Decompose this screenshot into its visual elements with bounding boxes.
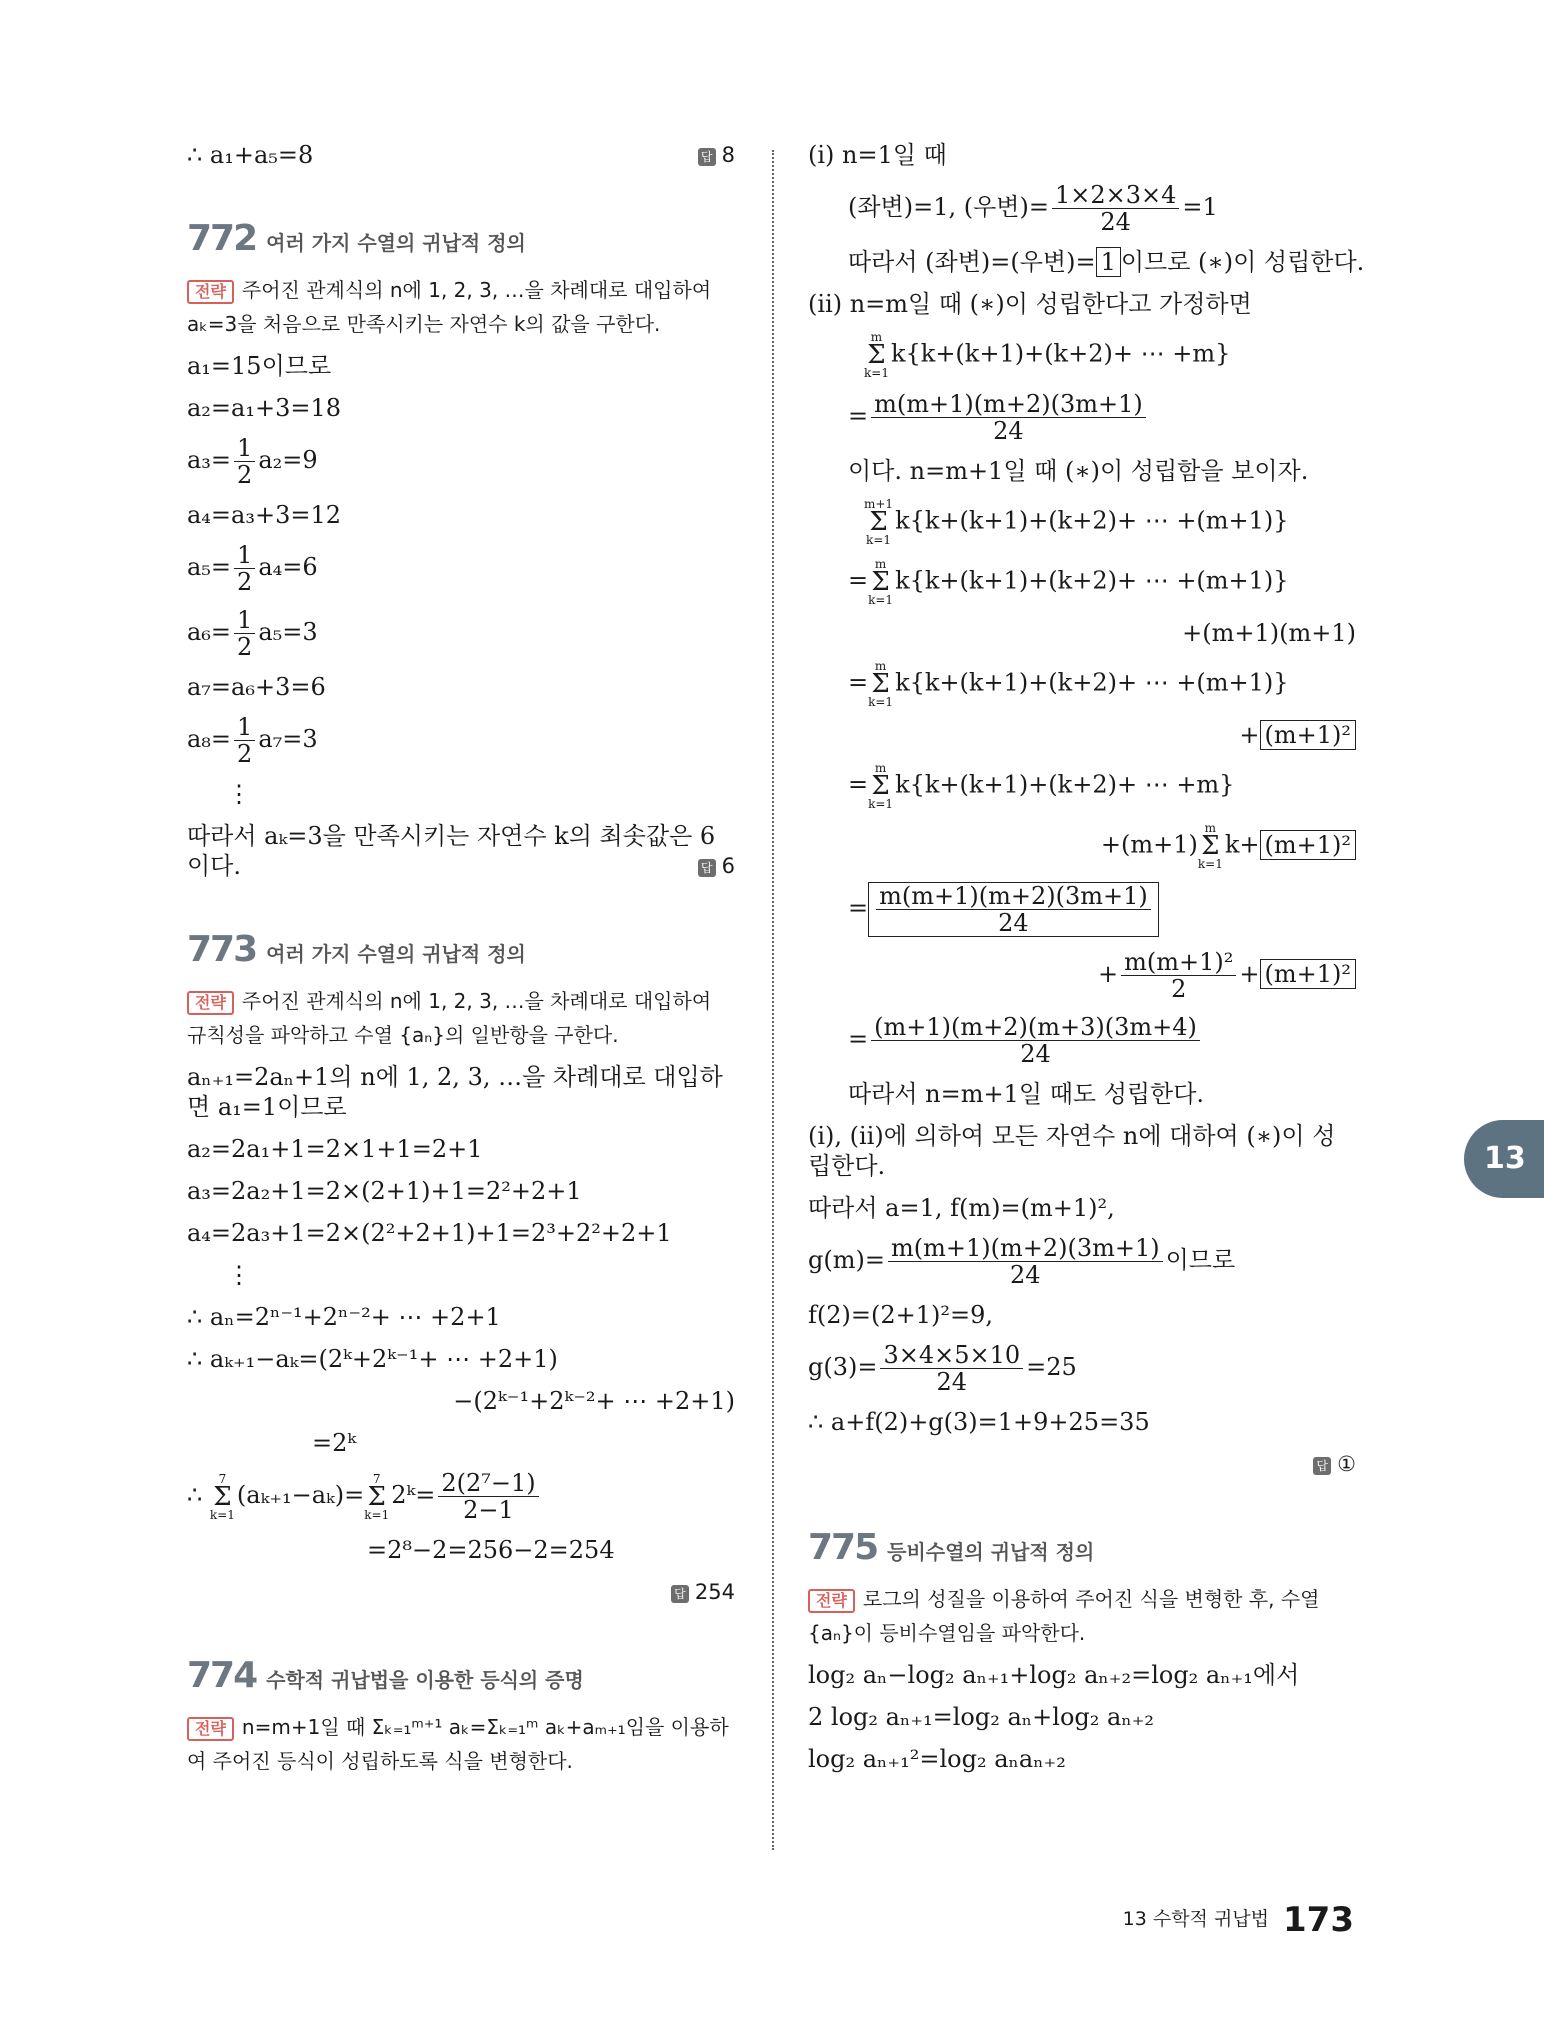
fraction (234, 542, 255, 595)
solution-line (808, 882, 1356, 937)
sigma-top: m (874, 761, 887, 775)
sigma-bottom: k=1 (1197, 857, 1223, 871)
sigma-symbol: Σ (871, 771, 890, 801)
solution-line: a₇=a₆+3=6 (187, 673, 326, 701)
boxed-value: (m+1)² (1260, 720, 1356, 750)
numerator: m(m+1)² (1121, 949, 1236, 976)
strategy-tag: 전략 (187, 280, 234, 304)
result-line (187, 140, 735, 170)
solution-line: ∴ a+f(2)+g(3)=1+9+25=35 (808, 1408, 1150, 1436)
answer-icon: 답 (698, 859, 716, 877)
sigma-bottom: k=1 (868, 593, 894, 607)
denominator: 2 (237, 633, 253, 661)
solution-line: a₂=2a₁+1=2×1+1=2+1 (187, 1135, 483, 1163)
sigma-top: 7 (218, 1471, 227, 1486)
numerator: 1 (234, 542, 255, 569)
sigma-symbol: Σ (871, 669, 890, 699)
problem-number: 772 (187, 218, 257, 259)
plus: + (1239, 721, 1260, 749)
fraction (234, 607, 255, 660)
solution-line: −(2ᵏ⁻¹+2ᵏ⁻²+ ⋯ +2+1) (453, 1387, 735, 1415)
solution-line: log₂ aₙ−log₂ aₙ₊₁+log₂ aₙ₊₂=log₂ aₙ₊₁에서 (808, 1661, 1300, 1689)
answer-row (808, 1449, 1356, 1479)
text: +(m+1) (1100, 830, 1198, 859)
strategy-775 (808, 1582, 1356, 1650)
rhs: a₄=6 (258, 553, 318, 581)
strategy-tag: 전략 (187, 991, 234, 1015)
plus: + (1098, 960, 1119, 988)
strategy-773 (187, 984, 735, 1052)
sigma-symbol: Σ (367, 1481, 386, 1512)
denominator: 2 (237, 740, 253, 768)
denominator: 24 (936, 1368, 968, 1396)
answer-value: 6 (721, 854, 735, 878)
denominator: 24 (1100, 208, 1131, 236)
text: (좌변)=1, (우변)= (848, 193, 1049, 221)
page-footer (1123, 1900, 1354, 1940)
sigma-top: m (1204, 821, 1217, 835)
solution-line: aₙ₊₁=2aₙ+1의 n에 1, 2, 3, …을 차례대로 대입하면 a₁=1이므로 (187, 1063, 723, 1121)
sigma (868, 660, 893, 708)
solution-line (808, 1235, 1356, 1288)
equals: = (848, 668, 869, 697)
vertical-dots: ⋮ (227, 780, 251, 808)
answer-mark (1313, 1449, 1356, 1479)
sigma-symbol: Σ (869, 507, 888, 537)
denominator: 24 (998, 909, 1029, 937)
page-number: 173 (1283, 1900, 1354, 1940)
numerator: m(m+1)(m+2)(3m+1) (876, 883, 1151, 910)
solution-line: 따라서 n=m+1일 때도 성립한다. (848, 1080, 1205, 1108)
numerator: 1 (234, 714, 255, 741)
rhs: a₇=3 (258, 725, 318, 753)
sum-term: (aₖ₊₁−aₖ)= (236, 1481, 365, 1509)
solution-line (808, 1014, 1356, 1067)
fraction (871, 391, 1146, 444)
sigma (210, 1473, 235, 1521)
conclusion (187, 821, 735, 881)
equals: = (848, 894, 869, 922)
sigma (868, 558, 893, 606)
solution-line: 이다. n=m+1일 때 (∗)이 성립함을 보이자. (848, 457, 1309, 485)
problem-number: 775 (808, 1527, 878, 1568)
solution-line (808, 182, 1356, 235)
conclusion-text: 따라서 aₖ=3을 만족시키는 자연수 k의 최솟값은 6이다. (187, 822, 716, 880)
result-text: ∴ a₁+a₅=8 (187, 141, 314, 169)
problem-title: 수학적 귀납법을 이용한 등식의 증명 (266, 1668, 584, 1692)
solution-line (808, 1342, 1356, 1395)
chapter-side-tab: 13 (1464, 1120, 1544, 1198)
fraction (234, 714, 255, 767)
strategy-774 (187, 1710, 735, 1778)
denominator: 24 (1010, 1261, 1041, 1289)
solution-line: ∴ aₖ₊₁−aₖ=(2ᵏ+2ᵏ⁻¹+ ⋯ +2+1) (187, 1345, 558, 1373)
strategy-text: 주어진 관계식의 n에 1, 2, 3, …을 차례대로 대입하여 규칙성을 파악하고 수열 {aₙ}의 일반항을 구한다. (187, 989, 712, 1047)
strategy-tag: 전략 (808, 1589, 855, 1613)
numerator: 1 (234, 607, 255, 634)
solution-line (808, 949, 1356, 1002)
denominator: 2 (1171, 975, 1187, 1003)
sigma-symbol: Σ (1201, 831, 1220, 861)
lhs: a₃= (187, 446, 232, 474)
rhs: a₂=9 (258, 446, 318, 474)
fraction (880, 1342, 1023, 1395)
sigma (1198, 822, 1223, 870)
solution-line: a₄=a₃+3=12 (187, 501, 341, 529)
right-column (808, 140, 1365, 1786)
solution-line (808, 391, 1356, 444)
text: 이므로 (∗)이 성립한다. (1120, 248, 1365, 276)
solution-line: log₂ aₙ₊₁²=log₂ aₙaₙ₊₂ (808, 1745, 1066, 1773)
text: g(m)= (808, 1246, 885, 1274)
solution-line: a₂=a₁+3=18 (187, 394, 341, 422)
sigma-symbol: Σ (871, 567, 890, 597)
strategy-text: n=m+1일 때 Σₖ₌₁ᵐ⁺¹ aₖ=Σₖ₌₁ᵐ aₖ+aₘ₊₁임을 이용하여 주어진 등식이 성립하도록 식을 변형한다. (187, 1715, 729, 1773)
sigma-top: m (874, 557, 887, 571)
sigma-top: m (870, 330, 883, 344)
sigma-top: 7 (372, 1471, 381, 1486)
equals: = (848, 402, 869, 430)
sum-line (808, 660, 1356, 708)
plus: + (1239, 960, 1260, 988)
sigma-top: m+1 (864, 497, 894, 511)
solution-line: f(2)=(2+1)²=9, (808, 1301, 993, 1329)
boxed-value: (m+1)² (1260, 959, 1356, 989)
column-divider (772, 150, 774, 1850)
sum-line (808, 498, 1356, 546)
text: =25 (1026, 1353, 1077, 1381)
solution-line (187, 607, 735, 660)
solution-line: =2ᵏ (312, 1429, 357, 1457)
answer-mark (698, 140, 735, 170)
solution-line (187, 435, 735, 488)
sigma-bottom: k=1 (868, 797, 894, 811)
solution-line: =2⁸−2=256−2=254 (367, 1536, 615, 1564)
text: g(3)= (808, 1353, 878, 1381)
text: =1 (1182, 193, 1218, 221)
fraction (1121, 949, 1236, 1002)
case-heading: (ⅱ) n=m일 때 (∗)이 성립한다고 가정하면 (808, 290, 1252, 318)
sum-line (808, 762, 1356, 810)
solution-line (187, 542, 735, 595)
answer-icon: 답 (671, 1585, 689, 1603)
left-column (187, 140, 735, 1788)
answer-mark (698, 851, 735, 881)
numerator: 1×2×3×4 (1052, 182, 1179, 209)
sum-term: k{k+(k+1)+(k+2)+ ⋯ +(m+1)} (895, 668, 1289, 697)
sum-term: k{k+(k+1)+(k+2)+ ⋯ +m} (895, 770, 1235, 799)
solution-line: a₃=2a₂+1=2×(2+1)+1=2²+2+1 (187, 1177, 582, 1205)
boxed-fraction (868, 882, 1159, 937)
solution-line: ∴ aₙ=2ⁿ⁻¹+2ⁿ⁻²+ ⋯ +2+1 (187, 1303, 501, 1331)
strategy-text: 로그의 성질을 이용하여 주어진 식을 변형한 후, 수열 {aₙ}이 등비수열임을 파악한다. (808, 1587, 1320, 1645)
denominator: 2 (237, 568, 253, 596)
problem-772-header (187, 218, 735, 259)
lhs: a₈= (187, 725, 232, 753)
problem-number: 773 (187, 929, 257, 970)
sum-term: 2ᵏ= (391, 1481, 436, 1509)
solution-line: a₄=2a₃+1=2×(2²+2+1)+1=2³+2²+2+1 (187, 1219, 672, 1247)
rhs: a₅=3 (258, 618, 318, 646)
case-heading: (ⅰ) n=1일 때 (808, 141, 947, 169)
sigma (364, 1473, 389, 1521)
sum-term: k{k+(k+1)+(k+2)+ ⋯ +m} (890, 339, 1231, 368)
problem-title: 등비수열의 귀납적 정의 (887, 1540, 1095, 1564)
text: k+ (1224, 830, 1260, 859)
numerator: 1 (234, 435, 255, 462)
solution-line: (ⅰ), (ⅱ)에 의하여 모든 자연수 n에 대하여 (∗)이 성립한다. (808, 1122, 1336, 1180)
boxed-value: 1 (1096, 247, 1121, 277)
sigma (868, 762, 893, 810)
answer-value: 8 (721, 143, 735, 167)
solution-line: 따라서 a=1, f(m)=(m+1)², (808, 1194, 1115, 1222)
therefore: ∴ (187, 1481, 203, 1509)
sum-line (808, 331, 1356, 379)
sum-term: k{k+(k+1)+(k+2)+ ⋯ +(m+1)} (895, 506, 1289, 535)
answer-icon: 답 (698, 148, 716, 166)
strategy-772 (187, 273, 735, 341)
sum-line (187, 1470, 735, 1523)
sigma-bottom: k=1 (868, 695, 894, 709)
fraction (876, 883, 1151, 936)
numerator: 3×4×5×10 (880, 1342, 1023, 1369)
solution-line: 2 log₂ aₙ₊₁=log₂ aₙ+log₂ aₙ₊₂ (808, 1703, 1154, 1731)
text: 이므로 (1165, 1246, 1236, 1274)
equals: = (848, 770, 869, 799)
sigma-bottom: k=1 (866, 533, 892, 547)
problem-774-header (187, 1655, 735, 1696)
numerator: 2(2⁷−1) (438, 1470, 538, 1497)
denominator: 2−1 (463, 1496, 514, 1524)
equals: = (848, 566, 869, 595)
answer-value: ① (1337, 1452, 1356, 1476)
solution-line (808, 720, 1356, 750)
sigma-bottom: k=1 (364, 1507, 390, 1522)
numerator: m(m+1)(m+2)(3m+1) (871, 391, 1146, 418)
sum-line (808, 558, 1356, 606)
problem-title: 여러 가지 수열의 귀납적 정의 (266, 942, 526, 966)
strategy-tag: 전략 (187, 1717, 234, 1741)
solution-line: +(m+1)(m+1) (1182, 619, 1356, 647)
chapter-title: 13 수학적 귀납법 (1122, 1908, 1270, 1930)
answer-mark (671, 1577, 735, 1607)
fraction (234, 435, 255, 488)
equals: = (848, 1025, 869, 1053)
problem-title: 여러 가지 수열의 귀납적 정의 (266, 231, 526, 255)
lhs: a₅= (187, 553, 232, 581)
sum-term: k{k+(k+1)+(k+2)+ ⋯ +(m+1)} (895, 566, 1289, 595)
fraction (871, 1014, 1200, 1067)
denominator: 24 (993, 417, 1024, 445)
answer-icon: 답 (1313, 1457, 1331, 1475)
sigma-bottom: k=1 (864, 366, 889, 380)
fraction (1052, 182, 1179, 235)
sigma-symbol: Σ (867, 340, 886, 370)
text: 따라서 (좌변)=(우변)= (848, 248, 1096, 276)
fraction (438, 1470, 538, 1523)
sigma (864, 331, 889, 379)
denominator: 2 (237, 461, 253, 489)
solution-line: a₁=15이므로 (187, 352, 332, 380)
fraction (888, 1235, 1163, 1288)
denominator: 24 (1020, 1040, 1051, 1068)
numerator: m(m+1)(m+2)(3m+1) (888, 1235, 1163, 1262)
problem-775-header (808, 1527, 1356, 1568)
solution-line (187, 714, 735, 767)
lhs: a₆= (187, 618, 232, 646)
answer-row (187, 1577, 735, 1607)
solution-line (808, 247, 1365, 277)
answer-value: 254 (694, 1580, 735, 1604)
sigma (864, 498, 893, 546)
strategy-text: 주어진 관계식의 n에 1, 2, 3, …을 차례대로 대입하여 aₖ=3을 처음으로 만족시키는 자연수 k의 값을 구한다. (187, 278, 712, 336)
problem-number: 774 (187, 1655, 257, 1696)
solution-line (808, 822, 1356, 870)
sigma-top: m (874, 659, 887, 673)
sigma-bottom: k=1 (209, 1507, 235, 1522)
problem-773-header (187, 929, 735, 970)
numerator: (m+1)(m+2)(m+3)(3m+4) (871, 1014, 1200, 1041)
sigma-symbol: Σ (213, 1481, 232, 1512)
boxed-value: (m+1)² (1260, 830, 1356, 860)
vertical-dots: ⋮ (227, 1261, 251, 1289)
